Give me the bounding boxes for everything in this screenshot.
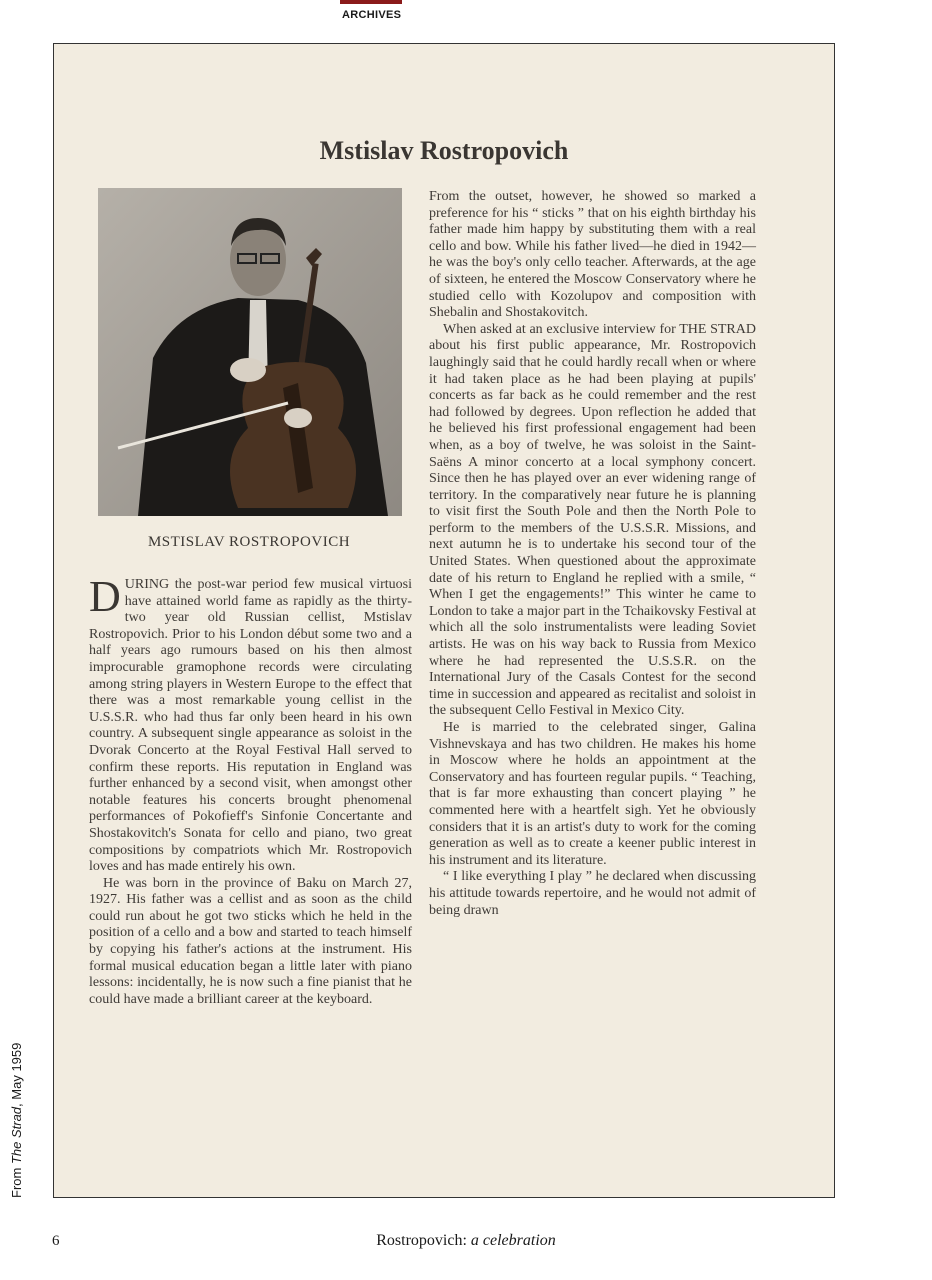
scanned-article	[53, 43, 835, 1198]
source-credit-prefix: From	[9, 1164, 24, 1198]
paragraph	[89, 572, 412, 876]
source-date: , May 1959	[9, 1042, 24, 1107]
paragraph: When asked at an exclusive interview for THE STRAD about his first public appearance, Mr. Rostropovich laughingly said that he could hardly recall when or where it had taken place as he had been playing at pupils' concerts as far back as he could remember and the rest had followed by degrees. Upon reflection he added that he believed his first professional engagement had been when, as a boy of twelve, he was soloist in the Saint-Saëns A minor concerto at a local symphony concert. Since then he has played over an ever widening range of territory. In the comparatively near future he is planning to visit first the South Pole and then the North Pole to perform to the members of the U.S.S.R. Missions, and next autumn he is to undertake his second tour of the United States. When questioned about the approximate date of his return to England he replied with a smile, “ When I get the engagements!” This winter he came to London to take a major part in the Tchaikovsky Festival at which all the solo instrumentalists were leading Soviet artists. He was on his way back to Russia from Mexico where he had represented the U.S.S.R. on the International Jury of the Casals Contest for the second time in succession and appeared as recitalist and soloist in the subsequent Cello Festival in Mexico City.	[429, 321, 756, 719]
right-column	[429, 189, 756, 919]
page-number: 6	[52, 1233, 60, 1249]
cellist-photo-illustration	[98, 188, 402, 516]
source-publication: The Strad	[9, 1106, 24, 1165]
archives-bar	[340, 0, 402, 4]
left-column	[89, 572, 412, 1008]
photo-caption: MSTISLAV ROSTROPOVICH	[147, 534, 351, 550]
paragraph: He is married to the celebrated singer, Galina Vishnevskaya and has two children. He makes his home in Moscow where he holds an appointment at the Conservatory and has fourteen regular pupils. “ Teaching, that is far more exhausting than concert playing ” he commented here with a heartfelt sigh. Yet he obviously considers that it is an artist's duty to work for the coming generation as well as to create a keener public interest in his instrument and its literature.	[429, 720, 756, 868]
paragraph: From the outset, however, he showed so marked a preference for his “ sticks ” that on his eighth birthday his father made him happy by substituting them with a real cello and bow. While his father lived—he died in 1942—he was the boy's only cello teacher. Afterwards, at the age of sixteen, he entered the Moscow Conservatory where he studied cello with Kozolupov and composition with Shebalin and Shostakovitch.	[429, 189, 756, 321]
book-footer	[0, 1232, 932, 1250]
section-label: ARCHIVES	[342, 9, 402, 21]
book-title: Rostropovich:	[376, 1232, 471, 1249]
paragraph-text: URING the post-war period few musical virtuosi have attained world fame as rapidly as the thirty-two year old Russian cellist, Mstislav Rostropovich. Prior to his London début some two and a half years ago rumours based on his then almost improcurable gramophone records were circulating among string players in Western Europe to the effect that there was a most remarkable young cellist in the U.S.S.R. who had thus far only been heard in his own country. A subsequent single appearance as soloist in the Dvorak Concerto at the Royal Festival Hall served to confirm these reports. His reputation in England was further enhanced by a second visit, when amongst other notable features his concerts brought phenomenal performances of Pokofieff's Sinfonie Concertante and Shostakovitch's Sonata for cello and piano, two great compositions by compatriots which Mr. Rostropovich loves and has made entirely his own.	[89, 577, 412, 875]
paragraph: “ I like everything I play ” he declared when discussing his attitude towards repertoire, and he would not admit of being drawn	[429, 869, 756, 918]
drop-cap: D	[89, 572, 121, 621]
paragraph: He was born in the province of Baku on March 27, 1927. His father was a cellist and as soon as the child could run about he got two sticks which he held in the position of a cello and a bow and started to teach himself by copying his father's actions at the instrument. His formal musical education began a little later with piano lessons: incidentally, he is now such a fine pianist that he could have made a brilliant career at the keyboard.	[89, 875, 412, 1007]
source-credit	[9, 1043, 24, 1198]
book-subtitle: a celebration	[470, 1232, 556, 1249]
article-title: Mstislav Rostropovich	[319, 136, 569, 165]
cellist-photo	[98, 188, 402, 516]
